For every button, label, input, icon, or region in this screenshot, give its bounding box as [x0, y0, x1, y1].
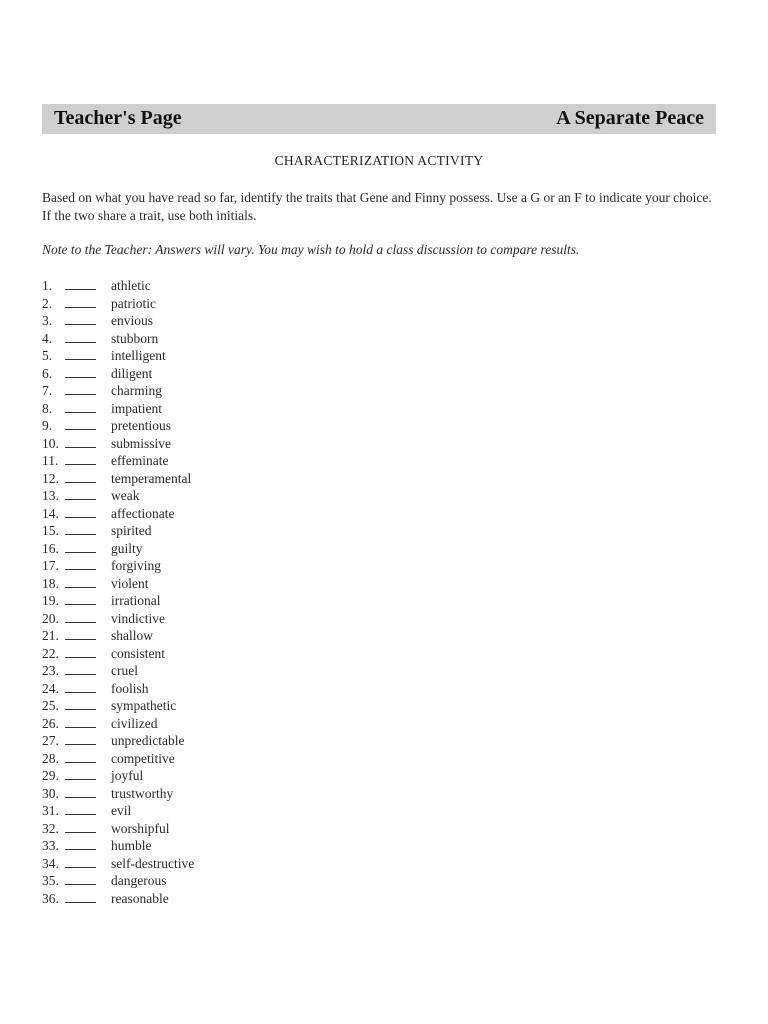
trait-number: 35. [42, 873, 59, 888]
answer-blank[interactable] [65, 709, 96, 710]
trait-number: 26. [42, 715, 59, 731]
answer-blank[interactable] [65, 814, 96, 815]
trait-number: 13. [42, 488, 59, 503]
answer-blank[interactable] [65, 482, 96, 483]
trait-number: 31. [42, 803, 59, 818]
trait-number: 33. [42, 838, 59, 853]
answer-blank[interactable] [65, 639, 96, 640]
trait-word: competitive [111, 750, 175, 766]
answer-blank[interactable] [65, 779, 96, 780]
trait-number: 27. [42, 733, 59, 748]
trait-number: 1. [42, 278, 53, 293]
trait-word: cruel [111, 663, 138, 678]
trait-number: 36. [42, 890, 59, 906]
answer-blank[interactable] [65, 412, 96, 413]
answer-blank[interactable] [65, 447, 96, 448]
teacher-note: Note to the Teacher: Answers will vary. You may wish to hold a class discussion to compare results. [42, 242, 580, 257]
trait-number: 6. [42, 365, 53, 381]
trait-word: vindictive [111, 610, 165, 626]
answer-blank[interactable] [65, 832, 96, 833]
answer-blank[interactable] [65, 762, 96, 763]
trait-number: 2. [42, 295, 53, 311]
answer-blank[interactable] [65, 342, 96, 343]
trait-number: 22. [42, 645, 59, 661]
trait-number: 30. [42, 785, 59, 801]
trait-word: trustworthy [111, 785, 174, 801]
trait-number: 7. [42, 383, 53, 398]
trait-word: athletic [111, 278, 151, 293]
trait-word: effeminate [111, 453, 169, 468]
trait-word: foolish [111, 680, 149, 696]
answer-blank[interactable] [65, 534, 96, 535]
answer-blank[interactable] [65, 587, 96, 588]
trait-number: 8. [42, 400, 53, 416]
answer-blank[interactable] [65, 499, 96, 500]
trait-word: forgiving [111, 558, 161, 573]
trait-number: 19. [42, 593, 59, 608]
page-header-title: Teacher's Page [54, 107, 182, 129]
trait-number: 16. [42, 540, 59, 556]
book-title: A Separate Peace [556, 107, 704, 129]
trait-word: stubborn [111, 330, 159, 346]
trait-word: sympathetic [111, 698, 177, 713]
trait-number: 10. [42, 435, 59, 451]
trait-word: guilty [111, 540, 143, 556]
answer-blank[interactable] [65, 517, 96, 518]
answer-blank[interactable] [65, 359, 96, 360]
trait-number: 24. [42, 680, 59, 696]
trait-word: envious [111, 313, 153, 328]
trait-word: humble [111, 838, 152, 853]
answer-blank[interactable] [65, 657, 96, 658]
answer-blank[interactable] [65, 552, 96, 553]
trait-number: 4. [42, 330, 53, 346]
trait-word: pretentious [111, 418, 171, 433]
answer-blank[interactable] [65, 692, 96, 693]
trait-word: shallow [111, 628, 153, 643]
trait-word: dangerous [111, 873, 167, 888]
page-header-band [42, 104, 716, 134]
trait-number: 17. [42, 558, 59, 573]
answer-blank[interactable] [65, 622, 96, 623]
answer-blank[interactable] [65, 902, 96, 903]
trait-word: affectionate [111, 505, 175, 521]
trait-number: 28. [42, 750, 59, 766]
trait-word: irrational [111, 593, 161, 608]
answer-blank[interactable] [65, 464, 96, 465]
trait-word: worshipful [111, 820, 170, 836]
answer-blank[interactable] [65, 289, 96, 290]
trait-number: 12. [42, 470, 59, 486]
trait-word: self-destructive [111, 855, 195, 871]
answer-blank[interactable] [65, 324, 96, 325]
answer-blank[interactable] [65, 377, 96, 378]
trait-word: civilized [111, 715, 158, 731]
answer-blank[interactable] [65, 394, 96, 395]
trait-number: 34. [42, 855, 59, 871]
trait-number: 14. [42, 505, 59, 521]
trait-word: spirited [111, 523, 152, 538]
trait-number: 18. [42, 575, 59, 591]
trait-number: 32. [42, 820, 59, 836]
activity-instructions: Based on what you have read so far, identify the traits that Gene and Finny possess. Use a G or an F to indicate your choice. If the two share a trait, use both initials. [42, 190, 712, 223]
trait-number: 11. [42, 453, 59, 468]
trait-word: weak [111, 488, 140, 503]
trait-word: reasonable [111, 890, 169, 906]
trait-number: 29. [42, 768, 59, 783]
activity-title: CHARACTERIZATION ACTIVITY [274, 153, 484, 168]
answer-blank[interactable] [65, 867, 96, 868]
answer-blank[interactable] [65, 744, 96, 745]
answer-blank[interactable] [65, 727, 96, 728]
trait-number: 20. [42, 610, 59, 626]
answer-blank[interactable] [65, 884, 96, 885]
answer-blank[interactable] [65, 604, 96, 605]
trait-word: violent [111, 575, 149, 591]
trait-number: 15. [42, 523, 59, 538]
trait-word: patriotic [111, 295, 156, 311]
trait-word: intelligent [111, 348, 166, 363]
trait-number: 23. [42, 663, 59, 678]
answer-blank[interactable] [65, 569, 96, 570]
answer-blank[interactable] [65, 429, 96, 430]
answer-blank[interactable] [65, 307, 96, 308]
trait-word: charming [111, 383, 162, 398]
trait-word: unpredictable [111, 733, 185, 748]
trait-number: 5. [42, 348, 53, 363]
trait-word: evil [111, 803, 132, 818]
trait-word: submissive [111, 435, 172, 451]
trait-word: impatient [111, 400, 162, 416]
trait-word: diligent [111, 365, 153, 381]
trait-word: temperamental [111, 470, 192, 486]
trait-number: 21. [42, 628, 59, 643]
trait-word: consistent [111, 645, 165, 661]
answer-blank[interactable] [65, 849, 96, 850]
trait-number: 9. [42, 418, 53, 433]
trait-number: 25. [42, 698, 59, 713]
trait-word: joyful [111, 768, 144, 783]
trait-number: 3. [42, 313, 53, 328]
answer-blank[interactable] [65, 674, 96, 675]
answer-blank[interactable] [65, 797, 96, 798]
